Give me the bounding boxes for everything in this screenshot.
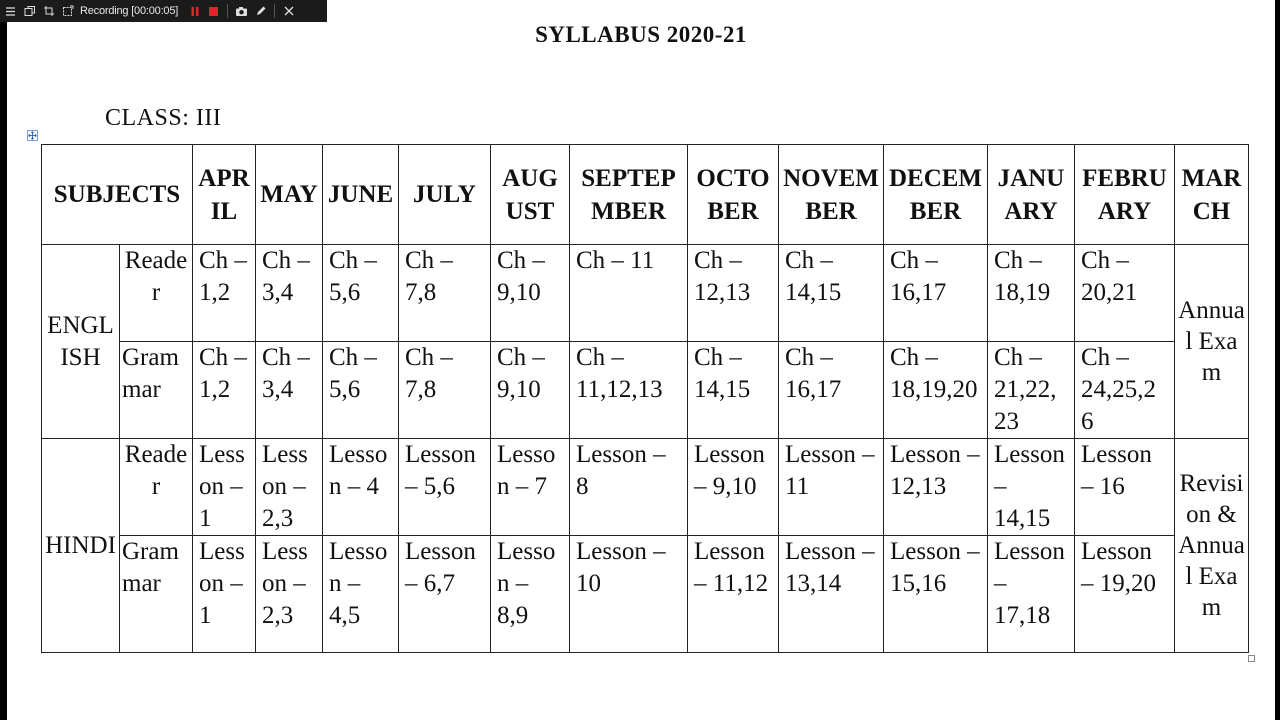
document-page — [7, 0, 1275, 720]
table-cell: Lesson – 2,3 — [256, 536, 323, 653]
pause-icon[interactable] — [188, 5, 201, 18]
table-cell: Ch – 1,2 — [193, 245, 256, 342]
header-month: APRIL — [193, 145, 256, 245]
stop-icon[interactable] — [207, 5, 220, 18]
restore-icon[interactable] — [23, 5, 36, 18]
header-month: FEBRUARY — [1075, 145, 1175, 245]
table-cell: Lesson – 1 — [193, 536, 256, 653]
table-cell: Lesson – 16 — [1075, 439, 1175, 536]
table-cell: Ch – 14,15 — [688, 342, 779, 439]
table-row — [42, 342, 1249, 439]
recording-timer: Recording [00:00:05] — [80, 5, 179, 17]
table-cell: Ch – 11 — [570, 245, 688, 342]
header-month: JULY — [399, 145, 491, 245]
table-cell: Lesson – 2,3 — [256, 439, 323, 536]
table-cell: Ch – 20,21 — [1075, 245, 1175, 342]
table-cell: Ch – 1,2 — [193, 342, 256, 439]
recording-toolbar — [0, 0, 327, 22]
table-row — [42, 536, 1249, 653]
table-cell: Ch – 16,17 — [779, 342, 884, 439]
table-cell: Ch – 3,4 — [256, 245, 323, 342]
table-cell: Ch – 5,6 — [323, 245, 399, 342]
header-row — [42, 145, 1249, 245]
toolbar-divider — [274, 4, 275, 18]
table-cell: Lesson – 8 — [570, 439, 688, 536]
table-cell: Lesson – 17,18 — [988, 536, 1075, 653]
table-resize-handle[interactable] — [1248, 655, 1255, 662]
table-cell: Ch – 7,8 — [399, 245, 491, 342]
table-cell: Ch – 24,25,26 — [1075, 342, 1175, 439]
subsection-label: Reader — [120, 245, 193, 342]
table-cell: Lesson – 1 — [193, 439, 256, 536]
subject-english: ENGLISH — [42, 245, 120, 439]
page-title: SYLLABUS 2020-21 — [535, 22, 747, 47]
table-cell: Ch – 12,13 — [688, 245, 779, 342]
table-cell: Lesson – 15,16 — [884, 536, 988, 653]
table-cell: Lesson – 11,12 — [688, 536, 779, 653]
table-cell: Lesson – 11 — [779, 439, 884, 536]
table-cell: Lesson – 7 — [491, 439, 570, 536]
march-hindi: Revision & Annual Exam — [1175, 439, 1249, 653]
table-cell: Ch – 7,8 — [399, 342, 491, 439]
table-cell: Ch – 5,6 — [323, 342, 399, 439]
table-cell: Lesson – 12,13 — [884, 439, 988, 536]
class-label: CLASS: III — [105, 105, 222, 131]
table-cell: Lesson – 5,6 — [399, 439, 491, 536]
header-month: OCTOBER — [688, 145, 779, 245]
toolbar-divider — [227, 4, 228, 18]
table-row — [42, 245, 1249, 342]
table-cell: Lesson – 13,14 — [779, 536, 884, 653]
table-row — [42, 439, 1249, 536]
crop-icon[interactable] — [42, 5, 55, 18]
table-cell: Ch – 3,4 — [256, 342, 323, 439]
menu-icon[interactable] — [4, 5, 17, 18]
table-cell: Ch – 18,19 — [988, 245, 1075, 342]
table-cell: Lesson – 4 — [323, 439, 399, 536]
table-cell: Ch – 18,19,20 — [884, 342, 988, 439]
header-month: MAY — [256, 145, 323, 245]
header-month: JANUARY — [988, 145, 1075, 245]
table-cell: Ch – 9,10 — [491, 342, 570, 439]
header-subjects: SUBJECTS — [42, 145, 193, 245]
close-icon[interactable] — [282, 5, 295, 18]
header-month: DECEMBER — [884, 145, 988, 245]
header-month: MARCH — [1175, 145, 1249, 245]
table-cell: Lesson – 4,5 — [323, 536, 399, 653]
subsection-label: Grammar — [120, 342, 193, 439]
table-cell: Lesson – 19,20 — [1075, 536, 1175, 653]
subject-hindi: HINDI — [42, 439, 120, 653]
header-month: AUGUST — [491, 145, 570, 245]
header-month: SEPTEPMBER — [570, 145, 688, 245]
march-english: Annual Exam — [1175, 245, 1249, 439]
subsection-label: Grammar — [120, 536, 193, 653]
syllabus-table — [41, 144, 1249, 653]
table-move-handle-icon[interactable] — [27, 130, 38, 141]
table-cell: Lesson – 6,7 — [399, 536, 491, 653]
table-cell: Lesson – 10 — [570, 536, 688, 653]
header-month: JUNE — [323, 145, 399, 245]
table-cell: Ch – 11,12,13 — [570, 342, 688, 439]
header-month: NOVEMBER — [779, 145, 884, 245]
table-cell: Ch – 14,15 — [779, 245, 884, 342]
camera-icon[interactable] — [235, 5, 248, 18]
pen-icon[interactable] — [254, 5, 267, 18]
table-cell: Ch – 21,22,23 — [988, 342, 1075, 439]
table-cell: Ch – 16,17 — [884, 245, 988, 342]
table-cell: Lesson – 8,9 — [491, 536, 570, 653]
table-cell: Lesson – 14,15 — [988, 439, 1075, 536]
subsection-label: Reader — [120, 439, 193, 536]
table-cell: Ch – 9,10 — [491, 245, 570, 342]
region-icon[interactable] — [61, 5, 74, 18]
table-cell: Lesson – 9,10 — [688, 439, 779, 536]
